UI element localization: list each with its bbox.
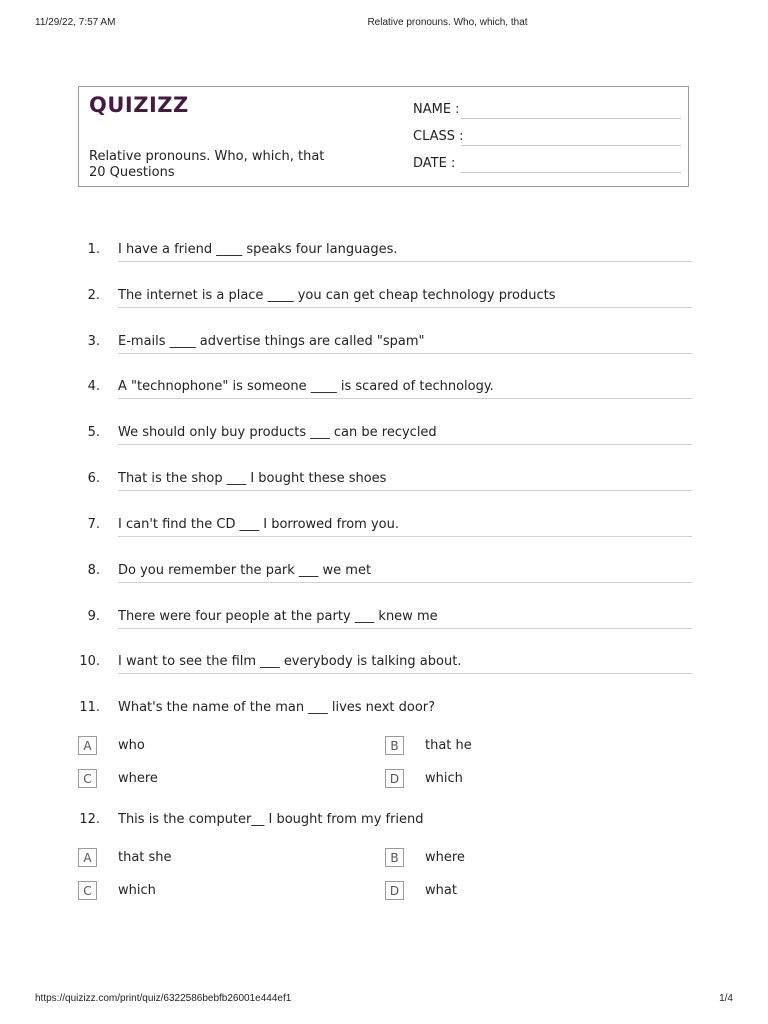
class-line <box>461 145 681 146</box>
print-page-title: Relative pronouns. Who, which, that <box>367 17 528 28</box>
question-10 <box>70 650 692 674</box>
option-b[interactable] <box>385 848 665 868</box>
question-3 <box>70 330 692 354</box>
name-line <box>461 118 681 119</box>
class-field <box>413 126 681 148</box>
question-number: 7. <box>87 517 100 532</box>
question-number: 5. <box>87 425 100 440</box>
option-letter-box: A <box>78 736 97 755</box>
option-letter-box: B <box>385 848 404 867</box>
question-6 <box>70 467 692 491</box>
option-text: who <box>118 738 145 753</box>
date-label: DATE : <box>413 156 456 171</box>
question-text: This is the computer__ I bought from my friend <box>118 812 424 827</box>
date-line <box>461 172 681 173</box>
question-text: We should only buy products ___ can be recycled <box>118 425 692 445</box>
option-text: what <box>425 883 457 898</box>
name-label: NAME : <box>413 102 460 117</box>
option-letter-box: D <box>385 769 404 788</box>
question-12 <box>70 808 692 832</box>
question-number: 8. <box>87 563 100 578</box>
page-number: 1/4 <box>719 993 733 1004</box>
name-field <box>413 99 681 121</box>
print-datetime: 11/29/22, 7:57 AM <box>35 17 116 28</box>
date-field <box>413 153 681 175</box>
option-letter-box: B <box>385 736 404 755</box>
option-letter-box: C <box>78 769 97 788</box>
option-text: where <box>425 850 465 865</box>
question-number: 1. <box>87 242 100 257</box>
option-c[interactable] <box>78 769 358 789</box>
question-text: E-mails ____ advertise things are called "spam" <box>118 334 692 354</box>
quiz-title: Relative pronouns. Who, which, that <box>89 149 325 164</box>
question-count: 20 Questions <box>89 165 175 180</box>
question-number: 4. <box>87 379 100 394</box>
question-number: 9. <box>87 609 100 624</box>
option-text: which <box>425 771 463 786</box>
question-7 <box>70 513 692 537</box>
question-text: A "technophone" is someone ____ is scared of technology. <box>118 379 692 399</box>
question-text: There were four people at the party ___ knew me <box>118 609 692 629</box>
question-number: 6. <box>87 471 100 486</box>
quizizz-logo: QUIZIZZ <box>89 93 189 117</box>
option-d[interactable] <box>385 769 665 789</box>
question-number: 11. <box>79 700 100 715</box>
question-8 <box>70 559 692 583</box>
question-text: I can't find the CD ___ I borrowed from you. <box>118 517 692 537</box>
print-footer <box>0 993 768 1013</box>
print-url: https://quizizz.com/print/quiz/6322586bebfb26001e444ef1 <box>35 993 292 1004</box>
question-11 <box>70 696 692 720</box>
option-letter-box: C <box>78 881 97 900</box>
question-9 <box>70 605 692 629</box>
option-text: which <box>118 883 156 898</box>
question-text: Do you remember the park ___ we met <box>118 563 692 583</box>
question-text: That is the shop ___ I bought these shoes <box>118 471 692 491</box>
option-a[interactable] <box>78 736 358 756</box>
question-text: What's the name of the man ___ lives next door? <box>118 700 436 715</box>
option-b[interactable] <box>385 736 665 756</box>
quiz-header-box <box>78 86 689 187</box>
option-a[interactable] <box>78 848 358 868</box>
option-text: where <box>118 771 158 786</box>
question-number: 12. <box>79 812 100 827</box>
option-text: that she <box>118 850 172 865</box>
print-header <box>0 17 768 37</box>
question-text: The internet is a place ____ you can get cheap technology products <box>118 288 692 308</box>
option-text: that he <box>425 738 472 753</box>
question-number: 2. <box>87 288 100 303</box>
question-text: I have a friend ____ speaks four languages. <box>118 242 692 262</box>
option-d[interactable] <box>385 881 665 901</box>
question-number: 10. <box>79 654 100 669</box>
class-label: CLASS : <box>413 129 464 144</box>
question-text: I want to see the film ___ everybody is talking about. <box>118 654 692 674</box>
question-4 <box>70 375 692 399</box>
question-1 <box>70 238 692 262</box>
option-c[interactable] <box>78 881 358 901</box>
question-2 <box>70 284 692 308</box>
option-letter-box: D <box>385 881 404 900</box>
question-number: 3. <box>87 334 100 349</box>
question-5 <box>70 421 692 445</box>
option-letter-box: A <box>78 848 97 867</box>
